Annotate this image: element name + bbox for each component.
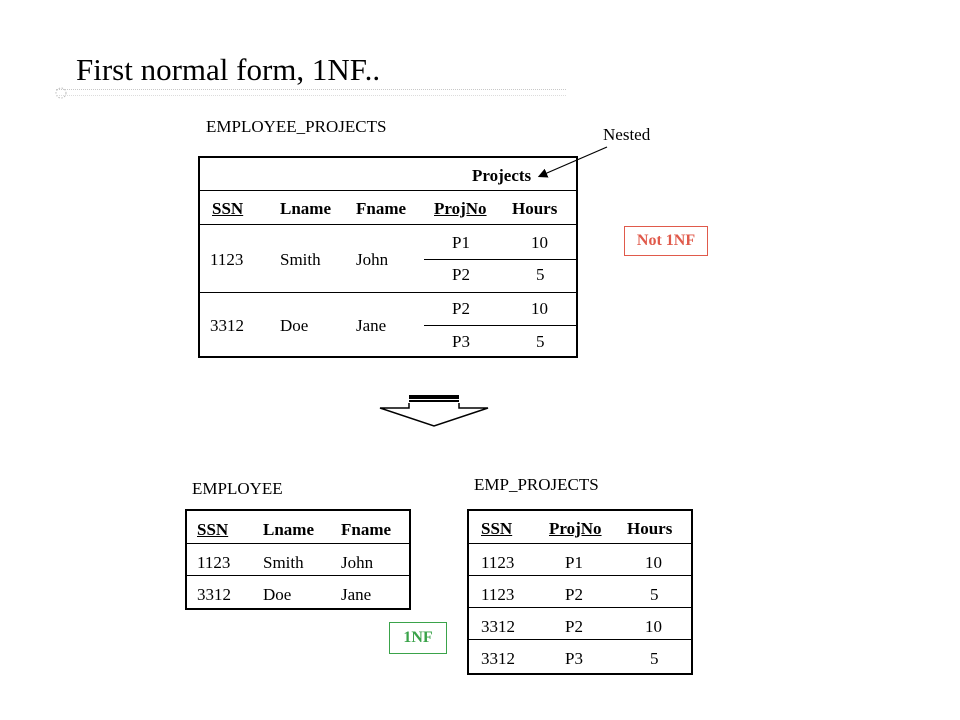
table-cell-hours: 10 (645, 617, 662, 636)
nested-label: Nested (603, 125, 651, 144)
emp-projects-caption: EMP_PROJECTS (474, 475, 599, 494)
table-cell-fname: Jane (341, 585, 372, 604)
table-cell-hours: 10 (531, 299, 548, 318)
table-divider (469, 607, 691, 608)
table-cell-fname: John (356, 250, 389, 269)
column-header-projno: ProjNo (549, 519, 602, 538)
table-cell-ssn: 1123 (481, 585, 515, 604)
column-header-fname: Fname (341, 520, 392, 539)
column-header-fname: Fname (356, 199, 407, 218)
table-cell-projno: P3 (452, 332, 470, 351)
table-cell-fname: Jane (356, 316, 387, 335)
table-cell-projno: P1 (565, 553, 583, 572)
table-cell-hours: 5 (536, 332, 545, 351)
projects-group-header: Projects (472, 166, 532, 185)
page-title: First normal form, 1NF.. (76, 52, 381, 87)
column-header-lname: Lname (280, 199, 331, 218)
table-cell-lname: Smith (263, 553, 304, 572)
not-1nf-badge: Not 1NF (624, 226, 708, 256)
table-divider (469, 543, 691, 544)
table-cell-ssn: 3312 (210, 316, 244, 335)
table-cell-ssn: 1123 (197, 553, 231, 572)
column-header-ssn: SSN (212, 199, 244, 218)
table-cell-hours: 10 (531, 233, 548, 252)
table-cell-projno: P2 (452, 299, 470, 318)
table-divider (469, 639, 691, 640)
table-cell-ssn: 1123 (210, 250, 244, 269)
1nf-badge: 1NF (389, 622, 447, 654)
table-divider (200, 190, 576, 191)
table-cell-lname: Doe (280, 316, 309, 335)
table-divider (469, 575, 691, 576)
table-cell-hours: 10 (645, 553, 662, 572)
table-cell-lname: Doe (263, 585, 292, 604)
column-header-hours: Hours (627, 519, 673, 538)
down-arrow-icon (378, 394, 490, 430)
table-divider (187, 543, 409, 544)
table-divider (200, 292, 576, 293)
table-cell-ssn: 3312 (481, 649, 515, 668)
employee-caption: EMPLOYEE (192, 479, 283, 498)
table-divider (424, 259, 576, 260)
table-cell-fname: John (341, 553, 374, 572)
table-divider (187, 575, 409, 576)
column-header-ssn: SSN (197, 520, 229, 539)
table-divider (424, 325, 576, 326)
employee-projects-caption: EMPLOYEE_PROJECTS (206, 117, 387, 136)
table-cell-projno: P1 (452, 233, 470, 252)
table-cell-projno: P3 (565, 649, 583, 668)
table-cell-hours: 5 (650, 585, 659, 604)
table-cell-projno: P2 (452, 265, 470, 284)
employee-table (185, 509, 411, 610)
table-cell-ssn: 1123 (481, 553, 515, 572)
table-cell-ssn: 3312 (481, 617, 515, 636)
column-header-lname: Lname (263, 520, 314, 539)
column-header-projno: ProjNo (434, 199, 487, 218)
table-cell-hours: 5 (536, 265, 545, 284)
table-cell-lname: Smith (280, 250, 321, 269)
table-cell-projno: P2 (565, 585, 583, 604)
employee-projects-table (198, 156, 578, 358)
table-cell-ssn: 3312 (197, 585, 231, 604)
column-header-ssn: SSN (481, 519, 513, 538)
emp-projects-table (467, 509, 693, 675)
table-cell-hours: 5 (650, 649, 659, 668)
table-divider (200, 224, 576, 225)
column-header-hours: Hours (512, 199, 558, 218)
table-cell-projno: P2 (565, 617, 583, 636)
